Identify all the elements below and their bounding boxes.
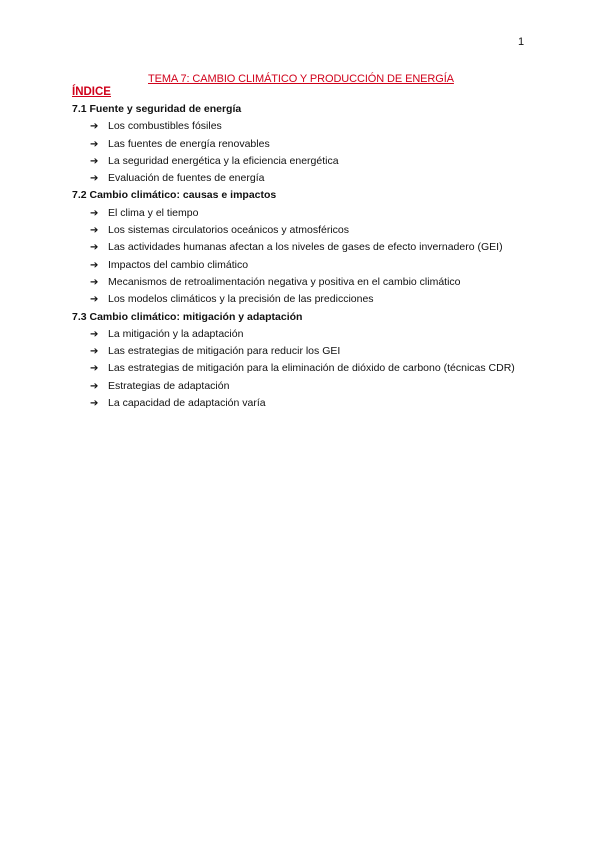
list-item-text: La capacidad de adaptación varía: [108, 397, 266, 410]
list-item: [72, 343, 542, 360]
list-item-text: Estrategias de adaptación: [108, 379, 230, 392]
arrow-right-icon: ➔: [90, 398, 99, 410]
arrow-right-icon: ➔: [90, 294, 99, 306]
list-item-text: Impactos del cambio climático: [108, 258, 249, 271]
list-item-text: Los sistemas circulatorios oceánicos y atmosféricos: [108, 224, 350, 237]
section-7-2: [72, 187, 542, 308]
arrow-right-icon: ➔: [90, 225, 99, 237]
list-item: [72, 274, 542, 291]
list-item-text: Mecanismos de retroalimentación negativa y positiva en el cambio climático: [108, 275, 461, 288]
arrow-right-icon: ➔: [90, 259, 99, 271]
arrow-right-icon: ➔: [90, 138, 99, 150]
list-item: [72, 118, 542, 135]
arrow-right-icon: ➔: [90, 276, 99, 288]
list-item: [72, 360, 542, 377]
arrow-right-icon: ➔: [90, 242, 99, 254]
list-item-text: La mitigación y la adaptación: [108, 327, 244, 340]
arrow-right-icon: ➔: [90, 155, 99, 167]
list-item-text: Las fuentes de energía renovables: [108, 137, 270, 150]
index-heading: ÍNDICE: [72, 86, 111, 98]
arrow-right-icon: ➔: [90, 328, 99, 340]
list-item-text: Los combustibles fósiles: [108, 120, 222, 133]
list-item: [72, 136, 542, 153]
page-number: 1: [518, 36, 525, 48]
table-of-contents: [72, 101, 542, 412]
list-item: [72, 222, 542, 239]
section-7-1: [72, 101, 542, 187]
list-item-text: Las estrategias de mitigación para la eliminación de dióxido de carbono (técnicas CDR): [108, 362, 515, 375]
list-item: [72, 395, 542, 412]
list-item-text: Evaluación de fuentes de energía: [108, 172, 265, 185]
arrow-right-icon: ➔: [90, 346, 99, 358]
document-title: TEMA 7: CAMBIO CLIMÁTICO Y PRODUCCIÓN DE ENERGÍA: [148, 73, 454, 85]
list-item: [72, 170, 542, 187]
section-title: 7.2 Cambio climático: causas e impactos: [72, 189, 277, 202]
arrow-right-icon: ➔: [90, 380, 99, 392]
section-7-3: [72, 309, 542, 413]
list-item: [72, 239, 542, 256]
section-title: 7.3 Cambio climático: mitigación y adaptación: [72, 310, 303, 323]
arrow-right-icon: ➔: [90, 121, 99, 133]
list-item: [72, 205, 542, 222]
list-item: [72, 291, 542, 308]
list-item: [72, 257, 542, 274]
list-item-text: Las estrategias de mitigación para reducir los GEI: [108, 345, 341, 358]
list-item-text: Las actividades humanas afectan a los niveles de gases de efecto invernadero (GEI): [108, 241, 503, 254]
arrow-right-icon: ➔: [90, 173, 99, 185]
list-item: [72, 326, 542, 343]
list-item-text: Los modelos climáticos y la precisión de las predicciones: [108, 293, 374, 306]
list-item-text: La seguridad energética y la eficiencia energética: [108, 154, 339, 167]
section-title: 7.1 Fuente y seguridad de energía: [72, 103, 242, 115]
arrow-right-icon: ➔: [90, 363, 99, 375]
list-item-text: El clima y el tiempo: [108, 206, 199, 219]
list-item: [72, 153, 542, 170]
list-item: [72, 378, 542, 395]
arrow-right-icon: ➔: [90, 207, 99, 219]
